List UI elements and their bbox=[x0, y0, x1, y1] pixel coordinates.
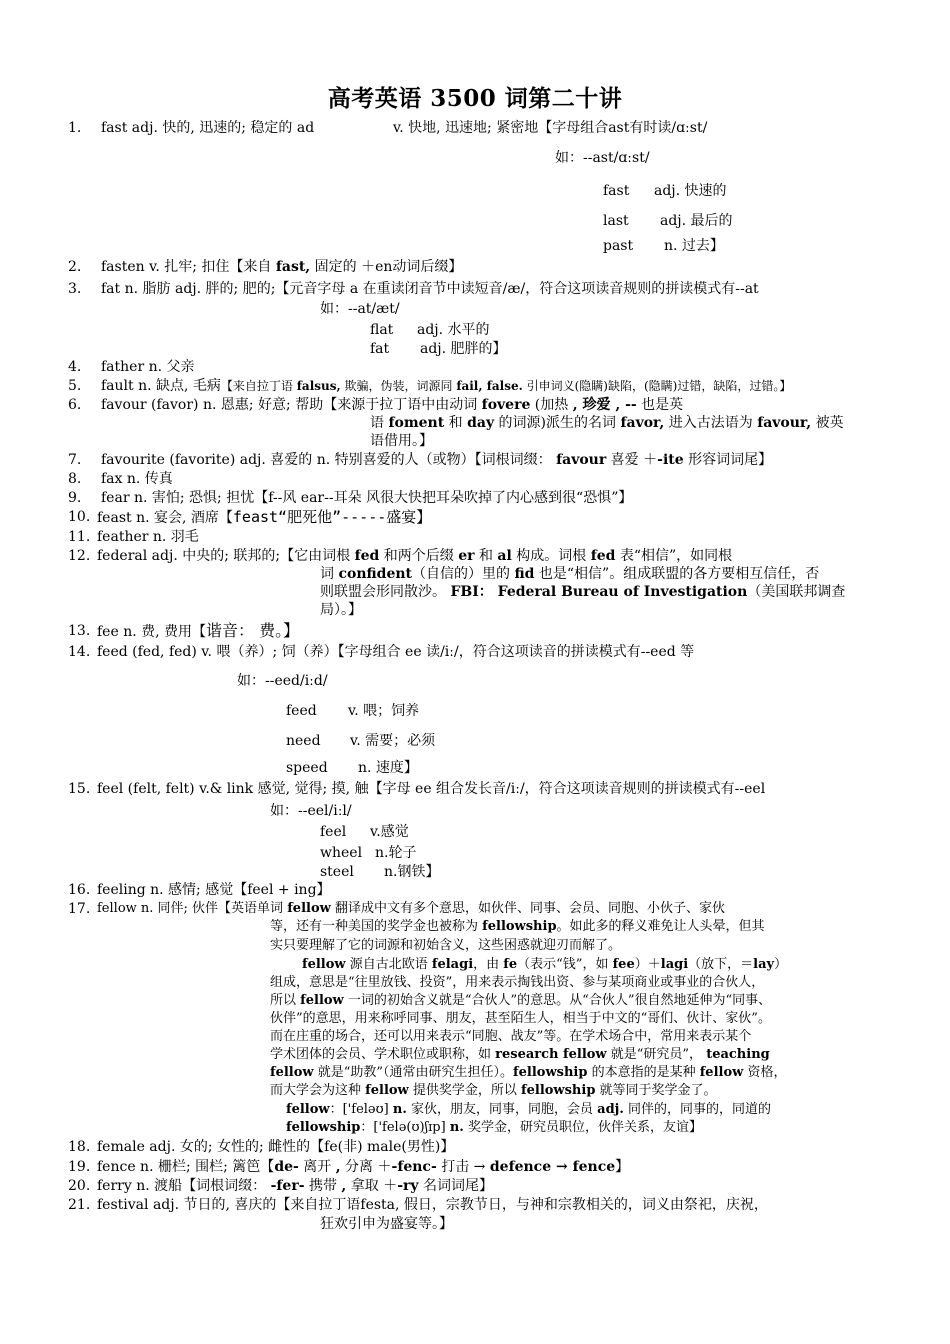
entry-fellow-cont: fellow 就是“助教”（通常由研究生担任）。fellowship 的本意指的是某种 fellow 资格， bbox=[270, 1065, 787, 1080]
entry-father: father n. 父亲 bbox=[101, 359, 195, 375]
entry-feast: feast n. 宴会, 酒席【feast“肥死他”-----盛宴】 bbox=[97, 508, 432, 526]
entry-feeling: feeling n. 感情; 感觉【feel + ing】 bbox=[97, 882, 331, 898]
example-word: feed bbox=[286, 703, 317, 719]
entry-fellow-cont: 所以 fellow 一词的初始含义就是“合伙人”的意思。从“合伙人”很自然地延伸为“同事、 bbox=[270, 993, 772, 1008]
entry-number: 14. bbox=[68, 644, 91, 660]
entry-favour: favour (favor) n. 恩惠; 好意; 帮助【来源于拉丁语中由动词 fovere (加热 , 珍爱 , -- 也是英 bbox=[101, 397, 684, 413]
example-meaning: v. 需要；必须 bbox=[350, 733, 436, 749]
entry-number: 1. bbox=[68, 120, 82, 136]
example-word: flat bbox=[370, 322, 394, 338]
example-word: wheel bbox=[320, 845, 363, 861]
entry-number: 19. bbox=[68, 1159, 91, 1175]
entry-fellow: fellow n. 同伴; 伙伴【英语单词 fellow 翻译成中文有多个意思，如伙伴、同事、会员、同胞、小伙子、家伙 bbox=[97, 901, 725, 916]
entry-number: 10. bbox=[68, 509, 91, 525]
entry-fasten: fasten v. 扎牢; 扣住【来自 fast, 固定的 ＋en动词后缀】 bbox=[101, 259, 463, 275]
entry-fellow-cont: 而在庄重的场合，还可以用来表示“同胞、战友”等。在学术场合中，常用来表示某个 bbox=[270, 1029, 752, 1044]
entry-number: 18. bbox=[68, 1139, 91, 1155]
example-word: past bbox=[603, 238, 634, 254]
phonics-example-label: 如：--at/æt/ bbox=[320, 301, 400, 317]
entry-number: 8. bbox=[68, 471, 82, 487]
entry-number: 13. bbox=[68, 623, 91, 639]
example-meaning: n.钢铁】 bbox=[384, 864, 440, 880]
example-meaning: adj. 快速的 bbox=[654, 183, 727, 199]
example-word: steel bbox=[320, 864, 354, 880]
entry-fellow-cont: fellow 源自古北欧语 felagi，由 fe（表示“钱”，如 fee）＋lagi（放下，＝lay） bbox=[302, 957, 788, 972]
entry-number: 12. bbox=[68, 548, 91, 564]
entry-feather: feather n. 羽毛 bbox=[97, 529, 199, 545]
phonics-example-label: 如：--eel/iːl/ bbox=[270, 803, 352, 819]
example-word: fat bbox=[370, 341, 390, 357]
entry-number: 5. bbox=[68, 378, 82, 394]
example-word: speed bbox=[286, 760, 328, 776]
entry-fellow-cont: 实只要理解了它的词源和初始含义，这些困惑就迎刃而解了。 bbox=[270, 938, 622, 953]
page-title: 高考英语 3500 词第二十讲 bbox=[327, 85, 623, 112]
entry-fast-definition: fast adj. 快的, 迅速的; 稳定的 ad bbox=[101, 120, 315, 136]
phonics-example-label: 如：--ast/ɑːst/ bbox=[555, 150, 650, 166]
entry-number: 9. bbox=[68, 490, 82, 506]
entry-federal-cont: 词 confident（自信的）里的 fid 也是“相信”。组成联盟的各方要相互信任，否 bbox=[320, 566, 820, 582]
entry-number: 15. bbox=[68, 781, 91, 797]
entry-favour-cont: 语 foment 和 day 的词源)派生的名词 favor, 进入古法语为 favour, 被英 bbox=[370, 415, 844, 431]
entry-fat: fat n. 脂肪 adj. 胖的; 肥的;【元音字母 a 在重读闭音节中读短音/æ/，符合这项读音规则的拼读模式有--at bbox=[101, 281, 759, 297]
example-meaning: n. 过去】 bbox=[664, 238, 724, 254]
entry-fax: fax n. 传真 bbox=[101, 471, 173, 487]
entry-number: 16. bbox=[68, 882, 91, 898]
entry-festival: festival adj. 节日的, 喜庆的【来自拉丁语festa, 假日，宗教节日，与神和宗教相关的，词义由祭祀，庆祝， bbox=[97, 1197, 768, 1213]
entry-federal-cont: 则联盟会形同散沙。 FBI： Federal Bureau of Investigation（美国联邦调查 bbox=[320, 584, 846, 600]
entry-favour-cont: 语借用。】 bbox=[370, 433, 433, 449]
entry-number: 11. bbox=[68, 529, 91, 545]
example-meaning: adj. 最后的 bbox=[660, 213, 733, 229]
entry-number: 20. bbox=[68, 1178, 91, 1194]
entry-number: 21. bbox=[68, 1197, 91, 1213]
entry-fellow-cont: 而大学会为这种 fellow 提供奖学金，所以 fellowship 就等同于奖学金了。 bbox=[270, 1083, 717, 1098]
entry-number: 17. bbox=[68, 901, 91, 917]
entry-fellow-cont: fellowship：['felə(ʊ)ʃɪp] n. 奖学金，研究员职位，伙伴关系，友谊】 bbox=[286, 1120, 702, 1135]
example-word: fast bbox=[603, 183, 630, 199]
entry-fear: fear n. 害怕; 恐惧; 担忧【f--风 ear--耳朵 风很大快把耳朵吹掉了内心感到很“恐惧”】 bbox=[101, 490, 633, 506]
entry-fast-adverb: v. 快地, 迅速地; 紧密地【字母组合ast有时读/ɑːst/ bbox=[393, 120, 708, 136]
entry-number: 4. bbox=[68, 359, 82, 375]
entry-fellow-cont: 等，还有一种美国的奖学金也被称为 fellowship。如此多的释义难免让人头晕，但其 bbox=[270, 919, 765, 934]
entry-ferry: ferry n. 渡船【词根词缀： -fer- 携带 , 拿取 ＋-ry 名词词尾】 bbox=[97, 1178, 493, 1194]
example-meaning: n.轮子 bbox=[375, 845, 417, 861]
entry-fellow-cont: 组成，意思是“往里放钱、投资”，用来表示掏钱出资、参与某项商业或事业的合伙人， bbox=[270, 975, 765, 990]
example-meaning: v. 喂；饲养 bbox=[348, 703, 420, 719]
entry-fellow-cont: 伙伴”的意思，用来称呼同事、朋友，甚至陌生人，相当于中文的“哥们、伙计、家伙”。 bbox=[270, 1011, 771, 1026]
entry-feed: feed (fed, fed) v. 喂（养）; 饲（养）【字母组合 ee 读/iː/，符合这项读音的拼读模式有--eed 等 bbox=[97, 644, 695, 660]
entry-federal: federal adj. 中央的; 联邦的;【它由词根 fed 和两个后缀 er 和 al 构成。词根 fed 表“相信”，如同根 bbox=[97, 548, 733, 564]
entry-fellow-cont: fellow：['feləʊ] n. 家伙，朋友，同事，同胞，会员 adj. 同伴的，同事的，同道的 bbox=[286, 1102, 772, 1117]
entry-federal-cont: 局）。】 bbox=[320, 602, 362, 618]
example-meaning: n. 速度】 bbox=[358, 760, 418, 776]
example-meaning: adj. 肥胖的】 bbox=[420, 341, 507, 357]
example-word: last bbox=[603, 213, 629, 229]
entry-feel: feel (felt, felt) v.& link 感觉, 觉得; 摸, 触【字母 ee 组合发长音/iː/，符合这项读音规则的拼读模式有--eel bbox=[97, 781, 766, 797]
entry-female: female adj. 女的; 女性的; 雌性的【fe(非) male(男性)】 bbox=[97, 1139, 455, 1155]
entry-fellow-cont: 学术团体的会员、学术职位或职称，如 research fellow 就是“研究员”， teaching bbox=[270, 1047, 770, 1062]
example-meaning: v.感觉 bbox=[370, 824, 409, 840]
entry-number: 2. bbox=[68, 259, 82, 275]
entry-festival-cont: 狂欢引申为盛宴等。】 bbox=[320, 1216, 453, 1232]
entry-fault: fault n. 缺点, 毛病【来自拉丁语 falsus, 欺骗，伪装，词源同 fail, false. 引申词义(隐瞒)缺陷，(隐瞒)过错，缺陷，过错。】 bbox=[101, 378, 792, 394]
entry-favourite: favourite (favorite) adj. 喜爱的 n. 特别喜爱的人（或物）【词根词缀： favour 喜爱 ＋-ite 形容词词尾】 bbox=[101, 452, 773, 468]
entry-number: 3. bbox=[68, 281, 82, 297]
entry-fence: fence n. 栅栏; 围栏; 篱笆【de- 离开 , 分离 ＋-fenc- 打击 → defence → fence】 bbox=[97, 1159, 630, 1175]
example-meaning: adj. 水平的 bbox=[417, 322, 490, 338]
entry-number: 7. bbox=[68, 452, 82, 468]
example-word: need bbox=[286, 733, 321, 749]
entry-fee: fee n. 费, 费用【谐音： 费。】 bbox=[97, 621, 300, 640]
phonics-example-label: 如：--eed/iːd/ bbox=[237, 673, 328, 689]
example-word: feel bbox=[320, 824, 347, 840]
entry-number: 6. bbox=[68, 397, 82, 413]
